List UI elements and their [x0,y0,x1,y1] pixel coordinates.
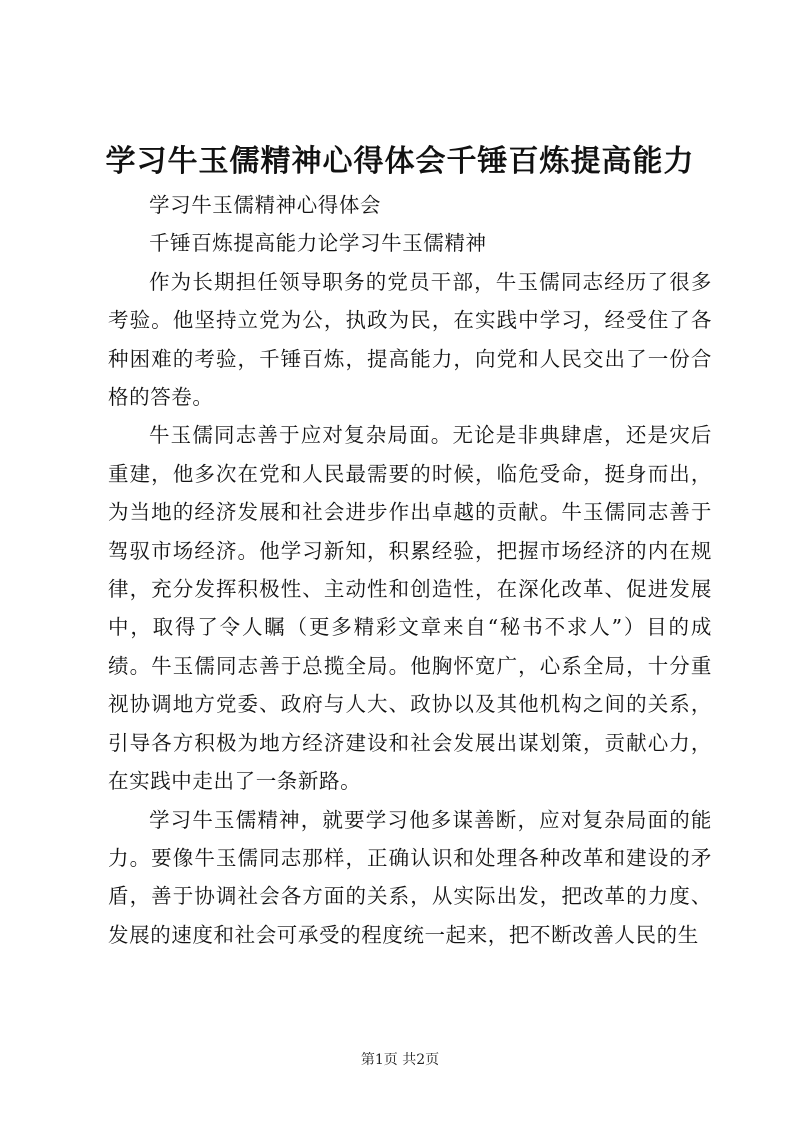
article-heading: 千锤百炼提高能力论学习牛玉儒精神 [149,231,487,256]
paragraph-2: 牛玉儒同志善于应对复杂局面。无论是非典肆虐，还是灾后重建，他多次在党和人民最需要的时候，临危受命，挺身而出，为当地的经济发展和社会进步作出卓越的贡献。牛玉儒同志善于驾驭市场经济。他学习新知，积累经验，把握市场经济的内在规律，充分发挥积极性、主动性和创造性，在深化改革、促进发展中，取得了令人瞩（更多精彩文章来自“秘书不求人”）目的成绩。牛玉儒同志善于总揽全局。他胸怀宽广，心系全局，十分重视协调地方党委、政府与人大、政协以及其他机构之间的关系，引导各方积极为地方经济建设和社会发展出谋划策，贡献心力，在实践中走出了一条新路。 [108,423,712,794]
page-number-footer: 第1页 共2页 [360,1052,440,1068]
document-body [108,186,712,954]
subtitle-heading: 学习牛玉儒精神心得体会 [149,193,382,217]
paragraph-1: 作为长期担任领导职务的党员干部，牛玉儒同志经历了很多考验。他坚持立党为公，执政为民，在实践中学习，经受住了各种困难的考验，千锤百炼，提高能力，向党和人民交出了一份合格的答卷。 [108,269,712,410]
paragraph-3: 学习牛玉儒精神，就要学习他多谋善断，应对复杂局面的能力。要像牛玉儒同志那样，正确认识和处理各种改革和建设的矛盾，善于协调社会各方面的关系，从实际出发，把改革的力度、发展的速度和社会可承受的程度统一起来，把不断改善人民的生 [108,807,712,947]
document-title: 学习牛玉儒精神心得体会千锤百炼提高能力 [105,144,695,179]
